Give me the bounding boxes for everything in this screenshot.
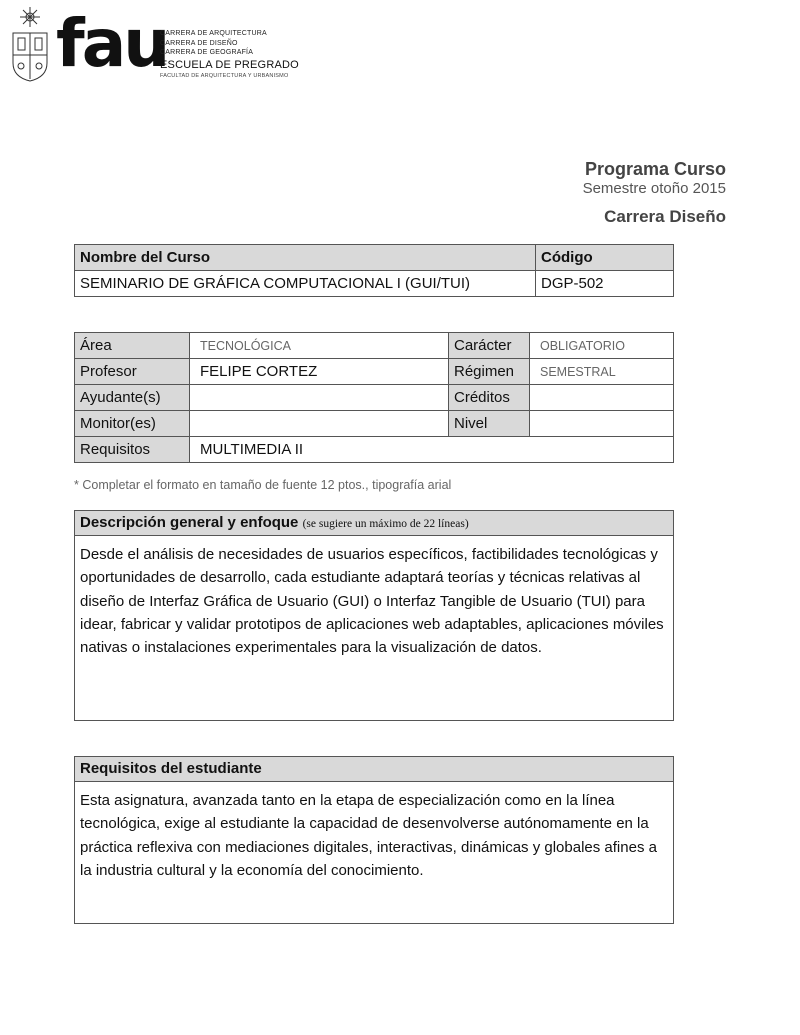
course-code-header: Código xyxy=(536,245,674,271)
logo-faculty: FACULTAD DE ARQUITECTURA Y URBANISMO xyxy=(160,72,289,79)
description-body: Desde el análisis de necesidades de usuarios específicos, factibilidades tecnológicas y oportunidades de desarrollo, cada estudiante adaptará teorías y técnicas relativas al diseño de Interfaz Gráfica de Usuario (GUI) o Interfaz Tangible de Usuario (TUI) para idear, fabricar y validar prototipos de aplicaciones web adaptables, aplicaciones móviles nativas o instalaciones experimentales para la visualización de datos. xyxy=(80,546,664,657)
university-crest-icon xyxy=(10,5,50,83)
program-career: Carrera Diseño xyxy=(604,207,726,226)
requisitos-label: Requisitos xyxy=(75,437,190,463)
requisitos-value: MULTIMEDIA II xyxy=(190,437,674,463)
table-row xyxy=(75,359,674,385)
caracter-value: OBLIGATORIO xyxy=(530,333,674,359)
fau-wordmark: fau xyxy=(56,5,168,82)
table-header-row xyxy=(75,245,674,271)
logo-text-block xyxy=(160,29,299,81)
nivel-label: Nivel xyxy=(449,411,530,437)
description-box xyxy=(74,510,674,721)
description-title: Descripción general y enfoque xyxy=(80,514,299,531)
ayudantes-label: Ayudante(s) xyxy=(75,385,190,411)
description-heading xyxy=(75,511,673,536)
creditos-label: Créditos xyxy=(449,385,530,411)
monitores-label: Monitor(es) xyxy=(75,411,190,437)
program-title-block xyxy=(583,158,726,228)
description-subtitle: (se sugiere un máximo de 22 líneas) xyxy=(302,518,469,530)
table-row xyxy=(75,437,674,463)
course-name-value: SEMINARIO DE GRÁFICA COMPUTACIONAL I (GUI/TUI) xyxy=(75,271,536,297)
logo-line-arquitectura: CARRERA DE ARQUITECTURA xyxy=(160,30,267,37)
logo-line-geografia: CARRERA DE GEOGRAFÍA xyxy=(160,49,254,56)
student-requirements-box xyxy=(74,756,674,924)
profesor-label: Profesor xyxy=(75,359,190,385)
program-semester: Semestre otoño 2015 xyxy=(582,180,726,197)
caracter-label: Carácter xyxy=(449,333,530,359)
profesor-value: FELIPE CORTEZ xyxy=(190,359,449,385)
table-row xyxy=(75,271,674,297)
ayudantes-value xyxy=(190,385,449,411)
requirements-heading: Requisitos del estudiante xyxy=(75,757,673,782)
course-info-table xyxy=(74,332,674,463)
monitores-value xyxy=(190,411,449,437)
logo-school: ESCUELA DE PREGRADO xyxy=(160,58,299,71)
logo-line-diseno: CARRERA DE DISEÑO xyxy=(160,39,238,47)
area-label: Área xyxy=(75,333,190,359)
program-title: Programa Curso xyxy=(584,159,726,179)
regimen-value: SEMESTRAL xyxy=(530,359,674,385)
format-note: * Completar el formato en tamaño de fuente 12 ptos., tipografía arial xyxy=(74,478,452,492)
course-name-table xyxy=(74,244,674,297)
table-row xyxy=(75,385,674,411)
area-value: TECNOLÓGICA xyxy=(190,333,449,359)
table-row xyxy=(75,333,674,359)
table-row xyxy=(75,411,674,437)
requirements-body: Esta asignatura, avanzada tanto en la etapa de especialización como en la línea tecnológica, exige al estudiante la capacidad de desenvolverse autónomamente en la práctica reflexiva con mediaciones digitales, interactivas, dinámicas y globales afines a la industria cultural y la economía del conocimiento. xyxy=(80,792,657,879)
course-name-header: Nombre del Curso xyxy=(75,245,536,271)
fau-logo xyxy=(10,5,300,85)
nivel-value xyxy=(530,411,674,437)
creditos-value xyxy=(530,385,674,411)
regimen-label: Régimen xyxy=(449,359,530,385)
course-code-value: DGP-502 xyxy=(536,271,674,297)
